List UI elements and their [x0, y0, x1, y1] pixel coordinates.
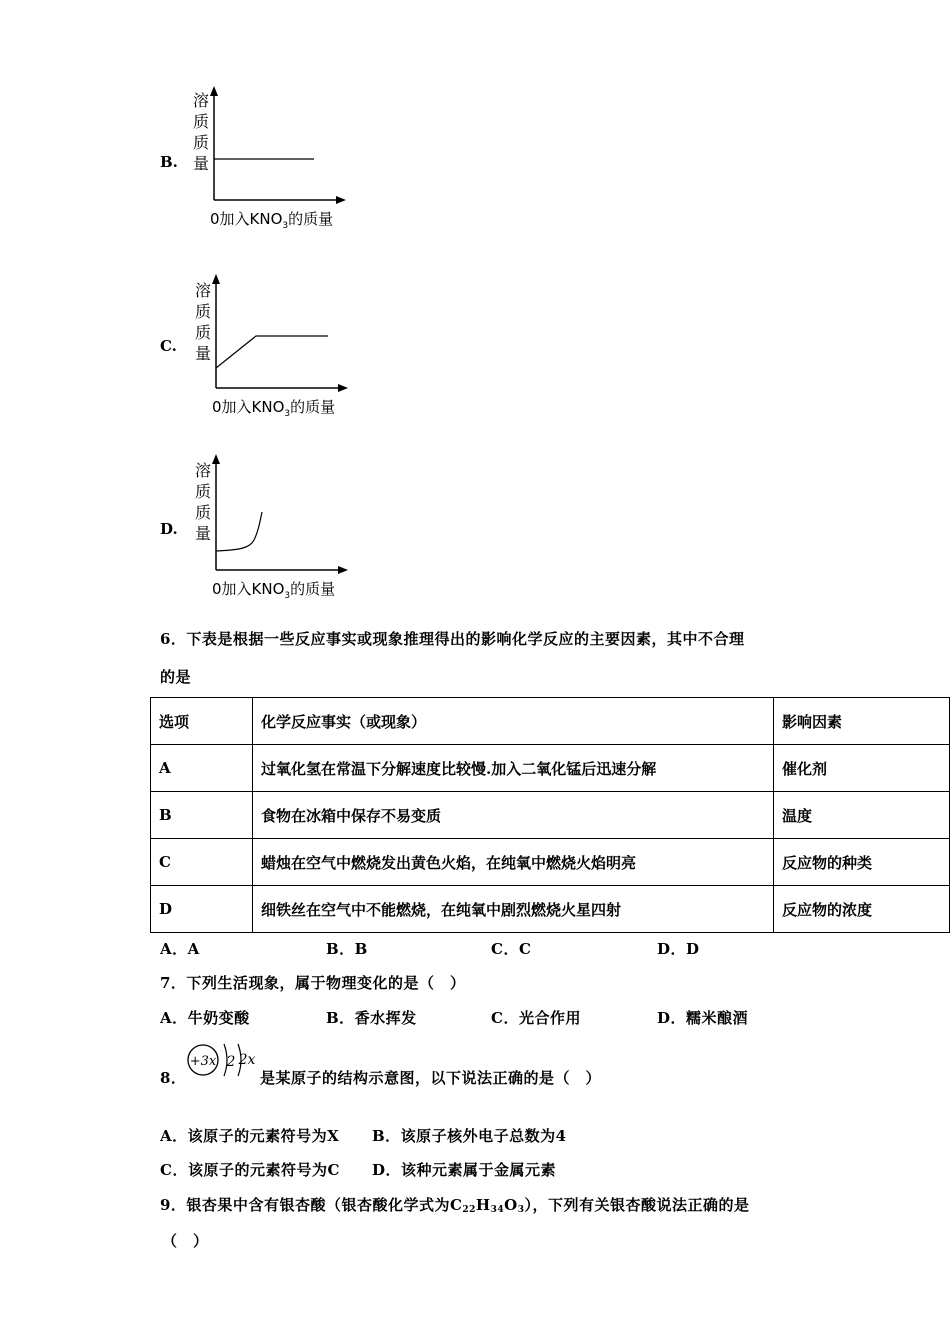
q8-number: 8． [160, 1069, 187, 1087]
header-cell: 选项 [151, 698, 253, 745]
table-cell: 过氧化氢在常温下分解速度比较慢.加入二氧化锰后迅速分解 [253, 745, 774, 792]
table-row [151, 886, 950, 933]
q9-stem: 9．银杏果中含有银杏酸（银杏酸化学式为$C_{22}H_{34}O_3$），下列有关银杏酸说法正确的是 [160, 1196, 750, 1215]
table-cell: 温度 [774, 792, 950, 839]
q6-option-b[interactable]: B．B [326, 940, 368, 958]
graph-axes [150, 80, 370, 210]
graph-c [150, 268, 370, 428]
atom-structure-diagram [184, 1040, 260, 1084]
table-cell: 催化剂 [774, 745, 950, 792]
q6-option-c[interactable]: C．C [491, 940, 532, 958]
q9-answer-paren: （ ） [162, 1232, 209, 1250]
curve-rise-then-flat [216, 336, 328, 368]
q6-table [150, 697, 950, 933]
q7-stem: 7．下列生活现象，属于物理变化的是（ ） [160, 974, 466, 992]
table-cell: B [151, 792, 253, 839]
y-axis-label: 溶 质 质 量 [194, 461, 211, 543]
nucleus-charge: +3x [189, 1054, 217, 1069]
q7-option-d[interactable]: D．糯米酿酒 [657, 1009, 749, 1027]
table-cell: 食物在冰箱中保存不易变质 [253, 792, 774, 839]
option-label: B. [160, 153, 178, 171]
table-cell: A [151, 745, 253, 792]
y-axis-label: 溶 质 质 量 [192, 91, 209, 173]
header-cell: 化学反应事实（或现象） [253, 698, 774, 745]
table-cell: C [151, 839, 253, 886]
x-axis-label: 0加入$KNO_3$的质量 [212, 580, 336, 601]
table-header-row [151, 698, 950, 745]
table-row [151, 745, 950, 792]
table-cell: 蜡烛在空气中燃烧发出黄色火焰，在纯氧中燃烧火焰明亮 [253, 839, 774, 886]
table-cell: 反应物的种类 [774, 839, 950, 886]
graph-d [150, 448, 370, 608]
table-cell: 细铁丝在空气中不能燃烧，在纯氧中剧烈燃烧火星四射 [253, 886, 774, 933]
header-cell: 影响因素 [774, 698, 950, 745]
table-cell: 反应物的浓度 [774, 886, 950, 933]
table-row [151, 792, 950, 839]
q6-stem-line2: 的是 [160, 668, 192, 686]
q8-option-d[interactable]: D．该种元素属于金属元素 [372, 1161, 557, 1179]
q6-option-a[interactable]: A．A [160, 940, 200, 958]
curve-exponential [216, 512, 262, 551]
x-axis-label: 0加入$KNO_3$的质量 [212, 398, 336, 419]
option-label: C. [160, 337, 177, 355]
table-cell: D [151, 886, 253, 933]
q7-option-a[interactable]: A．牛奶变酸 [160, 1009, 250, 1027]
option-label: D. [160, 520, 178, 538]
q7-option-c[interactable]: C．光合作用 [491, 1009, 581, 1027]
graph-axes [150, 268, 370, 398]
table-row [151, 839, 950, 886]
y-axis-label: 溶 质 质 量 [194, 281, 211, 363]
q8-stem: 是某原子的结构示意图，以下说法正确的是（ ） [260, 1069, 602, 1087]
q8-option-a[interactable]: A．该原子的元素符号为X [160, 1127, 340, 1145]
graph-b [150, 80, 370, 240]
q6-stem-line1: 6．下表是根据一些反应事实或现象推理得出的影响化学反应的主要因素，其中不合理 [160, 630, 745, 648]
q7-option-b[interactable]: B．香水挥发 [326, 1009, 417, 1027]
q8-option-b[interactable]: B．该原子核外电子总数为4 [372, 1127, 567, 1145]
shell-2-electrons: 2x [238, 1052, 256, 1068]
x-axis-label: 0加入$KNO_3$的质量 [210, 210, 334, 231]
graph-axes [150, 448, 370, 578]
shell-1-electrons: 2 [226, 1054, 236, 1070]
q8-option-c[interactable]: C．该原子的元素符号为C [160, 1161, 340, 1179]
q6-option-d[interactable]: D．D [657, 940, 700, 958]
